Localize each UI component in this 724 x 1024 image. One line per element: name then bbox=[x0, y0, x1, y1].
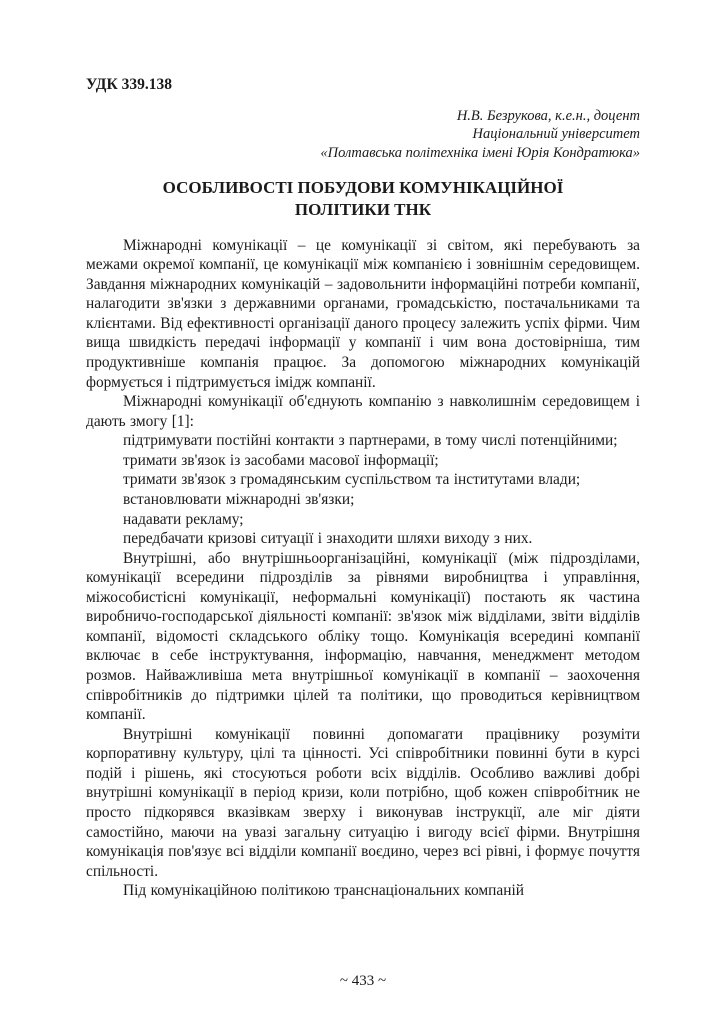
paragraph: Міжнародні комунікації – це комунікації зі світом, які перебувають за межами окремої компанії, це комунікації між компанією і зовнішнім середовищем. Завдання міжнародних комунікацій – задовольнити інформаційні потреби компанії, налагодити зв'язки з державними органами, громадськістю, постачальниками та клієнтами. Від ефективності організації даного процесу залежить успіх фірми. Чим вища швидкість передачі інформації у компанії і чим вона достовірніша, тим продуктивніше компанія працює. За допомогою міжнародних комунікацій формується і підтримується імідж компанії. bbox=[86, 236, 640, 391]
author-block bbox=[86, 107, 640, 162]
list-paragraph: тримати зв'язок з громадянським суспільством та інститутами влади; bbox=[123, 471, 581, 489]
list-paragraph: встановлювати міжнародні зв'язки; bbox=[123, 490, 355, 508]
list-paragraph: тримати зв'язок із засобами масової інформації; bbox=[123, 451, 439, 469]
author-affiliation-line: Національний університет bbox=[472, 126, 640, 143]
paper-body bbox=[86, 236, 640, 901]
list-paragraph: підтримувати постійні контакти з партнерами, в тому числі потенційними; bbox=[123, 432, 618, 450]
paragraph: Внутрішні комунікації повинні допомагати працівнику розуміти корпоративну культуру, цілі та цінності. Усі співробітники повинні бути в курсі подій і рішень, які стосуються роботи всіх відділів. Особливо важливі добрі внутрішні комунікації в період кризи, коли потрібно, щоб кожен співробітник не просто підкорявся вказівкам зверху і виконував інструкції, але міг діяти самостійно, маючи на увазі загальну ситуацію і вигоду всієї фірми. Внутрішня комунікація пов'язує всі відділи компанії воєдино, через всі рівні, і формує почуття спільності. bbox=[86, 725, 640, 880]
paragraph: Міжнародні комунікації об'єднують компанію з навколишнім середовищем і дають змогу [1]: bbox=[86, 393, 640, 430]
udc-code: УДК 339.138 bbox=[86, 76, 172, 93]
paragraph: Під комунікаційною політикою транснаціональних компаній bbox=[123, 882, 524, 900]
author-line: Н.В. Безрукова, к.е.н., доцент bbox=[456, 108, 640, 124]
author-affiliation-line: «Полтавська політехніка імені Юрія Кондратюка» bbox=[320, 144, 640, 161]
page-number: ~ 433 ~ bbox=[339, 973, 387, 989]
paper-title: ОСОБЛИВОСТІ ПОБУДОВИ КОМУНІКАЦІЙНОЇ ПОЛІТИКИ ТНК bbox=[162, 177, 564, 220]
list-paragraph: надавати рекламу; bbox=[123, 510, 244, 528]
list-paragraph: передбачати кризові ситуації і знаходити шляхи виходу з них. bbox=[123, 530, 533, 548]
paragraph: Внутрішні, або внутрішньоорганізаційні, комунікації (між підрозділами, комунікації всередини підрозділів за рівнями виробництва і управління, міжособистісні комунікації, неформальні комунікації) постають як частина виробничо-господарської діяльності компанії: зв'язок між відділами, звіти відділів компанії, відомості складського обліку тощо. Комунікація всередині компанії включає в себе інструктування, інформацію, навчання, менеджмент методом розмов. Найважливіша мета внутрішньої комунікації в компанії – заохочення співробітників до підтримки цілей та політики, що проводиться керівництвом компанії. bbox=[86, 549, 640, 724]
